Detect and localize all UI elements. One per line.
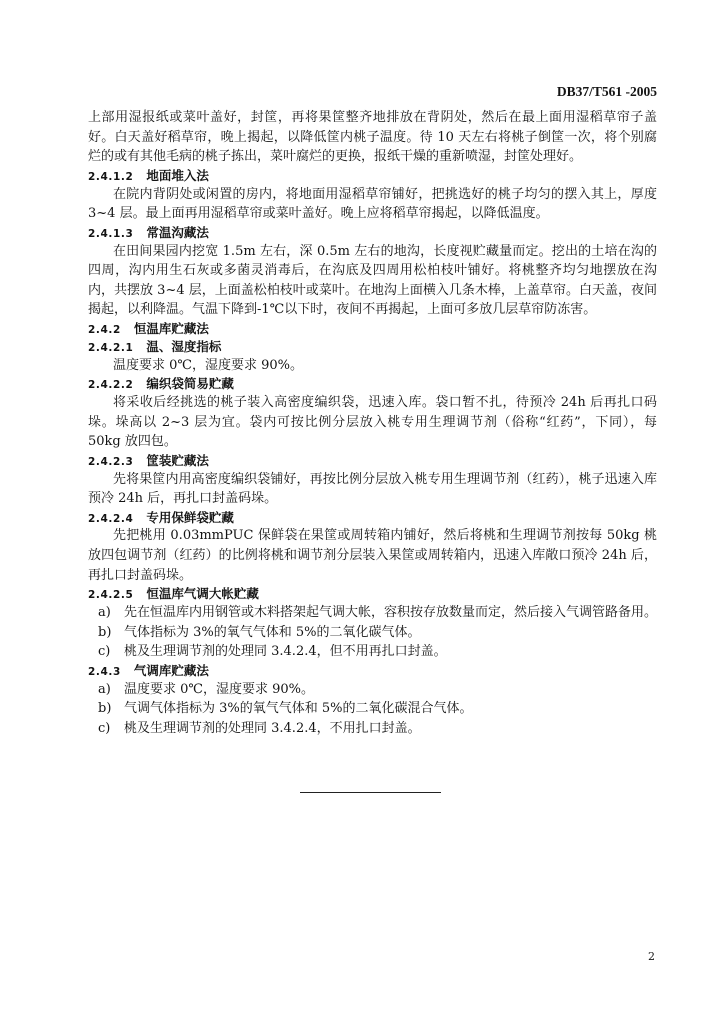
section-heading (88, 320, 657, 338)
section-number: 2.4.2.3 (88, 455, 134, 468)
list-item-text: 温度要求 0℃，湿度要求 90%。 (124, 681, 314, 697)
section-heading (88, 338, 657, 356)
document-code: DB37/T561 -2005 (556, 84, 657, 99)
list-item-label: b) (98, 624, 112, 640)
section-heading (88, 375, 657, 393)
section-number: 2.4.2.1 (88, 341, 134, 354)
paragraph: 温度要求 0℃，湿度要求 90%。 (113, 357, 303, 373)
paragraph: 在田间果园内挖宽 1.5m 左右，深 0.5m 左右的地沟，长度视贮藏量而定。挖出的土培在沟的四周，沟内用生石灰或多菌灵消毒后，在沟底及四周用松柏枝叶铺好。将桃整齐均匀地摆放在沟内，共摆放 3~4 层，上面盖松柏枝叶或菜叶。在地沟上面横入几条木棒，上盖草帘。白天盖，夜间揭起，以利降温。气温下降到-1℃以下时，夜间不再揭起，上面可多放几层草帘防冻害。 (88, 243, 657, 318)
list-item (88, 699, 657, 719)
list-item-label: a) (98, 605, 111, 621)
section-title: 专用保鲜袋贮藏 (146, 509, 234, 525)
section-heading (88, 585, 657, 603)
page-number: 2 (648, 950, 655, 963)
section-title: 常温沟藏法 (146, 224, 209, 240)
list-item-label: b) (98, 701, 112, 717)
section-number: 2.4.2 (88, 323, 121, 336)
list-item (88, 719, 657, 739)
list-item-text: 气调气体指标为 3%的氧气气体和 5%的二氧化碳混合气体。 (124, 701, 473, 717)
section-number: 2.4.3 (88, 665, 121, 678)
document-body (88, 108, 657, 793)
section-heading (88, 509, 657, 527)
section-heading (88, 452, 657, 470)
paragraph: 将采收后经挑选的桃子装入高密度编织袋，迅速入库。袋口暂不扎，待预冷 24h 后再扎口码垛。垛高以 2~3 层为宜。袋内可按比例分层放入桃专用生理调节剂（俗称“红药”，下同），每 50kg 放四包。 (88, 394, 657, 450)
section-title: 温、湿度指标 (146, 338, 222, 354)
end-divider (300, 792, 441, 793)
section-heading (88, 662, 657, 680)
section-title: 地面堆入法 (146, 167, 209, 183)
paragraph: 在院内背阴处或闲置的房内，将地面用湿稻草帘铺好，把挑选好的桃子均匀的摆入其上，厚度 3~4 层。最上面再用湿稻草帘或菜叶盖好。晚上应将稻草帘揭起，以降低温度。 (88, 186, 657, 222)
section-title: 恒温库贮藏法 (133, 320, 209, 336)
list-item (88, 603, 657, 623)
paragraph: 先把桃用 0.03mmPUC 保鲜袋在果筐或周转箱内铺好，然后将桃和生理调节剂按每 50kg 桃放四包调节剂（红药）的比例将桃和调节剂分层装入果筐或周转箱内，迅速入库敞口预冷 24h 后，再扎口封盖码垛。 (88, 528, 657, 583)
list-item-text: 气体指标为 3%的氧气气体和 5%的二氧化碳气体。 (124, 624, 421, 640)
list-item (88, 642, 657, 662)
list-item (88, 623, 657, 643)
section-title: 气调库贮藏法 (133, 662, 209, 678)
paragraph: 先将果筐内用高密度编织袋铺好，再按比例分层放入桃专用生理调节剂（红药），桃子迅速入库预冷 24h 后，再扎口封盖码垛。 (88, 471, 657, 507)
continuation-paragraph: 上部用湿报纸或菜叶盖好，封筐，再将果筐整齐地排放在背阴处，然后在最上面用湿稻草帘子盖好。白天盖好稻草帘，晚上揭起，以降低筐内桃子温度。待 10 天左右将桃子倒筐一次，将个别腐烂的或有其他毛病的桃子拣出，菜叶腐烂的更换，报纸干燥的重新喷湿，封筐处理好。 (88, 110, 657, 165)
section-heading (88, 224, 657, 242)
section-number: 2.4.1.2 (88, 170, 134, 183)
section-title: 筐装贮藏法 (146, 452, 209, 468)
section-number: 2.4.2.4 (88, 512, 134, 525)
section-number: 2.4.1.3 (88, 227, 134, 240)
section-title: 恒温库气调大帐贮藏 (146, 586, 259, 602)
list-item-label: c) (98, 720, 111, 736)
list-item (88, 680, 657, 700)
list-item-label: a) (98, 681, 111, 697)
section-title: 编织袋简易贮藏 (146, 376, 234, 392)
section-number: 2.4.2.5 (88, 589, 134, 602)
section-number: 2.4.2.2 (88, 379, 134, 392)
list-item-text: 桃及生理调节剂的处理同 3.4.2.4，但不用再扎口封盖。 (124, 644, 447, 660)
list-item-text: 先在恒温库内用钢管或木料搭架起气调大帐，容积按存放数量而定，然后接入气调管路备用。 (124, 605, 658, 621)
section-heading (88, 167, 657, 185)
list-item-text: 桃及生理调节剂的处理同 3.4.2.4，不用扎口封盖。 (124, 720, 421, 736)
list-item-label: c) (98, 644, 111, 660)
